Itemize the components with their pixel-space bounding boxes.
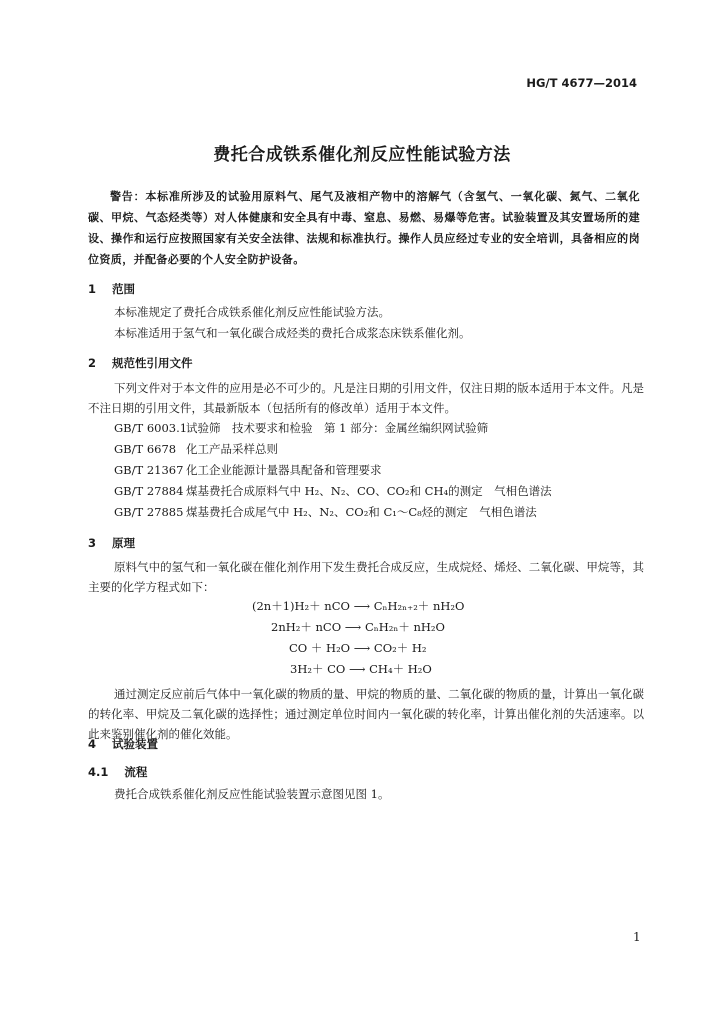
section-4-number: 4 xyxy=(88,737,97,751)
section-1-line-2: 本标准适用于氢气和一氧化碳合成烃类的费托合成浆态床铁系催化剂。 xyxy=(114,326,471,340)
reference-code: GB/T 27884 xyxy=(114,484,184,498)
equation: (2n＋1)H₂＋ nCO ⟶ CₙH₂ₙ₊₂＋ nH₂O xyxy=(252,599,465,613)
reference-code: GB/T 27885 xyxy=(114,505,184,519)
standard-number: HG/T 4677—2014 xyxy=(526,76,637,90)
subsection-number: 4.1 xyxy=(88,765,109,779)
section-2-number: 2 xyxy=(88,356,97,370)
equation: CO ＋ H₂O ⟶ CO₂＋ H₂ xyxy=(289,641,427,655)
page-number: 1 xyxy=(633,930,641,944)
reference-item xyxy=(114,420,488,436)
reference-item xyxy=(114,483,552,499)
reference-code: GB/T 6003.1 xyxy=(114,421,188,435)
reference-title: 化工产品采样总则 xyxy=(186,442,278,456)
reference-title: 煤基费托合成原料气中 H₂、N₂、CO、CO₂和 CH₄的测定 气相色谱法 xyxy=(186,484,552,498)
reference-title: 煤基费托合成尾气中 H₂、N₂、CO₂和 C₁～C₈烃的测定 气相色谱法 xyxy=(186,505,537,519)
subsection-4-1-heading xyxy=(88,764,147,780)
warning-paragraph: 警告：本标准所涉及的试验用原料气、尾气及液相产物中的溶解气（含氢气、一氧化碳、氮气、二氧化碳、甲烷、气态烃类等）对人体健康和安全具有中毒、窒息、易燃、易爆等危害。试验装置及其安置场所的建设、操作和运行应按照国家有关安全法律、法规和标准执行。操作人员应经过专业的安全培训，具备相应的岗位资质，并配备必要的个人安全防护设备。 xyxy=(88,190,640,266)
document-title: 费托合成铁系催化剂反应性能试验方法 xyxy=(213,145,511,165)
subsection-4-1-line: 费托合成铁系催化剂反应性能试验装置示意图见图 1。 xyxy=(114,787,390,801)
subsection-title: 流程 xyxy=(124,765,148,779)
section-3-heading xyxy=(88,535,135,551)
reference-code: GB/T 21367 xyxy=(114,463,184,477)
section-2-intro: 下列文件对于本文件的应用是必不可少的。凡是注日期的引用文件，仅注日期的版本适用于本文件。凡是不注日期的引用文件，其最新版本（包括所有的修改单）适用于本文件。 xyxy=(88,381,644,415)
section-3-body: 通过测定反应前后气体中一氧化碳的物质的量、甲烷的物质的量、二氧化碳的物质的量，计算出一氧化碳的转化率、甲烷及二氧化碳的选择性；通过测定单位时间内一氧化碳的转化率，计算出催化剂的失活速率。以此来鉴别催化剂的催化效能。 xyxy=(88,687,644,741)
section-3-title: 原理 xyxy=(112,536,136,550)
reference-title: 化工企业能源计量器具配备和管理要求 xyxy=(186,463,382,477)
section-1-heading xyxy=(88,281,135,297)
section-1-title: 范围 xyxy=(112,282,136,296)
section-2-heading xyxy=(88,355,193,371)
equation: 3H₂＋ CO ⟶ CH₄＋ H₂O xyxy=(290,662,432,676)
reference-item xyxy=(114,462,382,478)
reference-item xyxy=(114,441,278,457)
reference-code: GB/T 6678 xyxy=(114,442,177,456)
section-2-title: 规范性引用文件 xyxy=(112,356,193,370)
section-3-intro: 原料气中的氢气和一氧化碳在催化剂作用下发生费托合成反应，生成烷烃、烯烃、二氧化碳、甲烷等，其主要的化学方程式如下： xyxy=(88,560,644,594)
reference-title: 试验筛 技术要求和检验 第 1 部分：金属丝编织网试验筛 xyxy=(186,421,489,435)
section-4-heading xyxy=(88,736,158,752)
reference-item xyxy=(114,504,537,520)
equation: 2nH₂＋ nCO ⟶ CₙH₂ₙ＋ nH₂O xyxy=(271,620,445,634)
section-1-line-1: 本标准规定了费托合成铁系催化剂反应性能试验方法。 xyxy=(114,305,390,319)
section-4-title: 试验装置 xyxy=(112,737,159,751)
section-3-number: 3 xyxy=(88,536,97,550)
section-1-number: 1 xyxy=(88,282,97,296)
